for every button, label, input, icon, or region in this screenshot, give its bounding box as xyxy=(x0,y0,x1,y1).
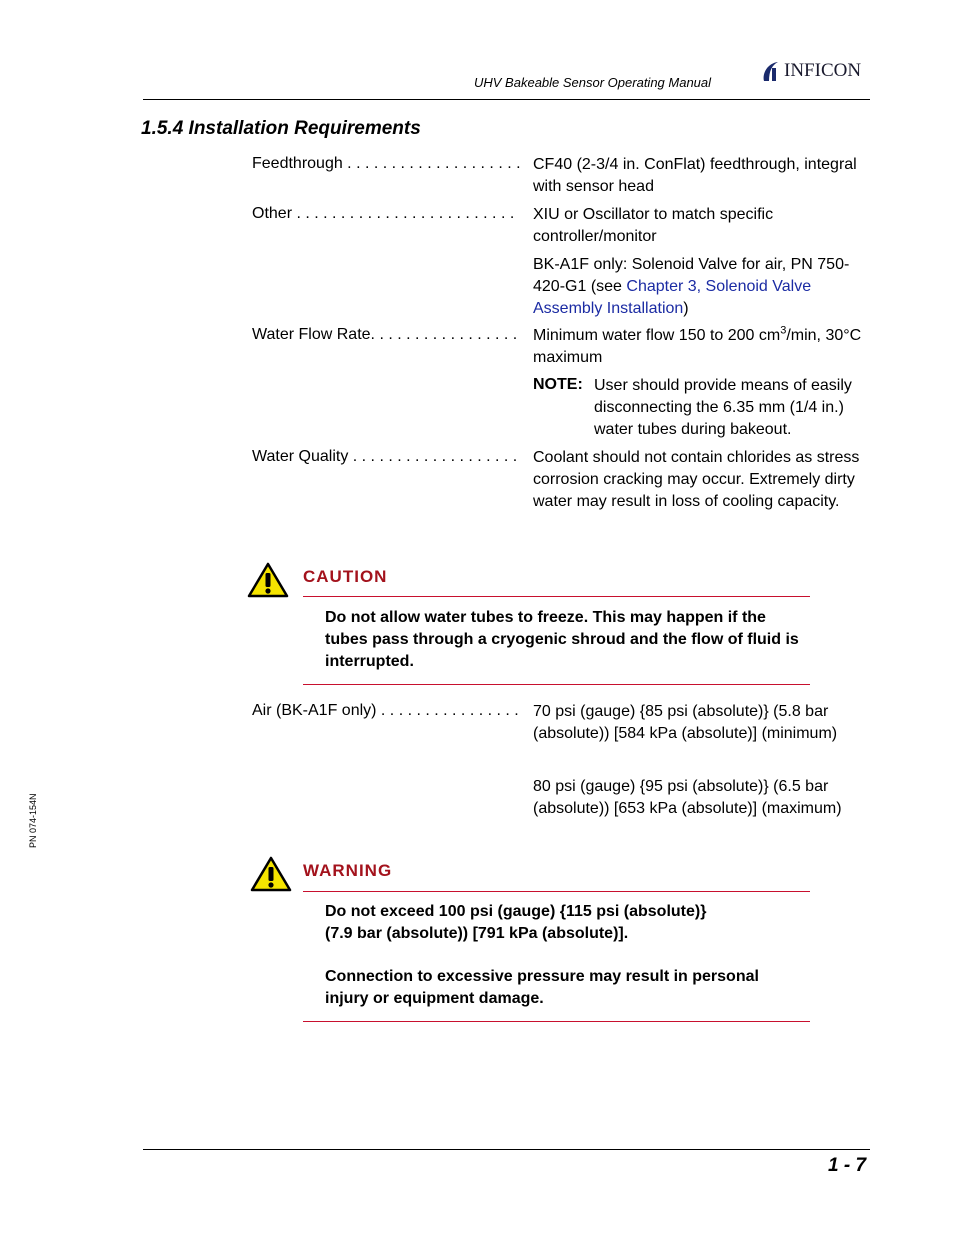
header-rule xyxy=(143,99,870,100)
warning-triangle-icon xyxy=(250,856,292,892)
spec-value-air-min: 70 psi (gauge) {85 psi (absolute)} (5.8 bar (absolute)) [584 kPa (absolute)] (minimum) xyxy=(533,703,838,742)
caution-text: Do not allow water tubes to freeze. This may happen if the tubes pass through a cryogenic shroud and the flow of fluid is interrupted. xyxy=(325,609,799,670)
manual-title: UHV Bakeable Sensor Operating Manual xyxy=(474,75,712,90)
caution-title: CAUTION xyxy=(303,567,388,586)
warning-title: WARNING xyxy=(303,861,393,880)
part-number: PN 074-154N xyxy=(28,793,38,848)
spec-label-water-quality: Water Quality . . . . . . . . . . . . . . . . . . . xyxy=(252,448,518,465)
note-text: User should provide means of easily disconnecting the 6.35 mm (1/4 in.) water tubes during bakeout. xyxy=(594,377,852,438)
solenoid-text: BK-A1F only: Solenoid Valve for air, PN 750-420-G1 (see xyxy=(533,256,850,295)
water-flow-text: Minimum water flow 150 to 200 cm xyxy=(533,327,781,344)
logo-text: INFICON xyxy=(784,60,862,81)
section-title: 1.5.4 Installation Requirements xyxy=(141,118,421,139)
spec-label-other: Other . . . . . . . . . . . . . . . . . . . . . . . . . xyxy=(252,205,515,222)
spec-label-feedthrough: Feedthrough . . . . . . . . . . . . . . . . . . . . xyxy=(252,155,521,172)
spec-value-air-max: 80 psi (gauge) {95 psi (absolute)} (6.5 bar (absolute)) [653 kPa (absolute)] (maximum) xyxy=(533,778,842,817)
spec-value-feedthrough: CF40 (2-3/4 in. ConFlat) feedthrough, integral with sensor head xyxy=(533,156,857,195)
warning-text-2: Connection to excessive pressure may result in personal injury or equipment damage. xyxy=(325,968,759,1007)
caution-rule-bottom xyxy=(303,684,810,685)
page-number: 1 - 7 xyxy=(828,1155,867,1176)
spec-value-other-solenoid xyxy=(533,254,873,320)
inficon-swoosh-icon xyxy=(760,59,782,83)
note-label: NOTE: xyxy=(533,376,583,393)
caution-warning-triangle-icon xyxy=(247,562,289,598)
spec-value-water-quality: Coolant should not contain chlorides as stress corrosion cracking may occur. Extremely dirty water may result in loss of cooling capacity. xyxy=(533,449,860,510)
water-flow-text-post: /min, 30°C maximum xyxy=(533,327,862,366)
footer-rule xyxy=(143,1149,870,1150)
warning-rule-bottom xyxy=(303,1021,810,1022)
solenoid-suffix: ) xyxy=(683,300,689,317)
inficon-logo xyxy=(760,58,861,84)
chapter-3-link[interactable]: Chapter 3, Solenoid Valve Assembly Installation xyxy=(533,278,812,317)
spec-value-water-flow xyxy=(533,325,873,369)
spec-label-air: Air (BK-A1F only) . . . . . . . . . . . . . . . . xyxy=(252,702,519,719)
spec-value-other: XIU or Oscillator to match specific controller/monitor xyxy=(533,206,774,245)
warning-rule-top xyxy=(303,891,810,892)
spec-label-water-flow: Water Flow Rate. . . . . . . . . . . . . . . . . xyxy=(252,326,518,343)
warning-text-line1: Do not exceed 100 psi (gauge) {115 psi (absolute)} xyxy=(325,903,707,920)
water-flow-superscript: 3 xyxy=(780,324,787,337)
caution-rule-top xyxy=(303,596,810,597)
warning-text-line2: (7.9 bar (absolute)) [791 kPa (absolute)]. xyxy=(325,925,629,942)
